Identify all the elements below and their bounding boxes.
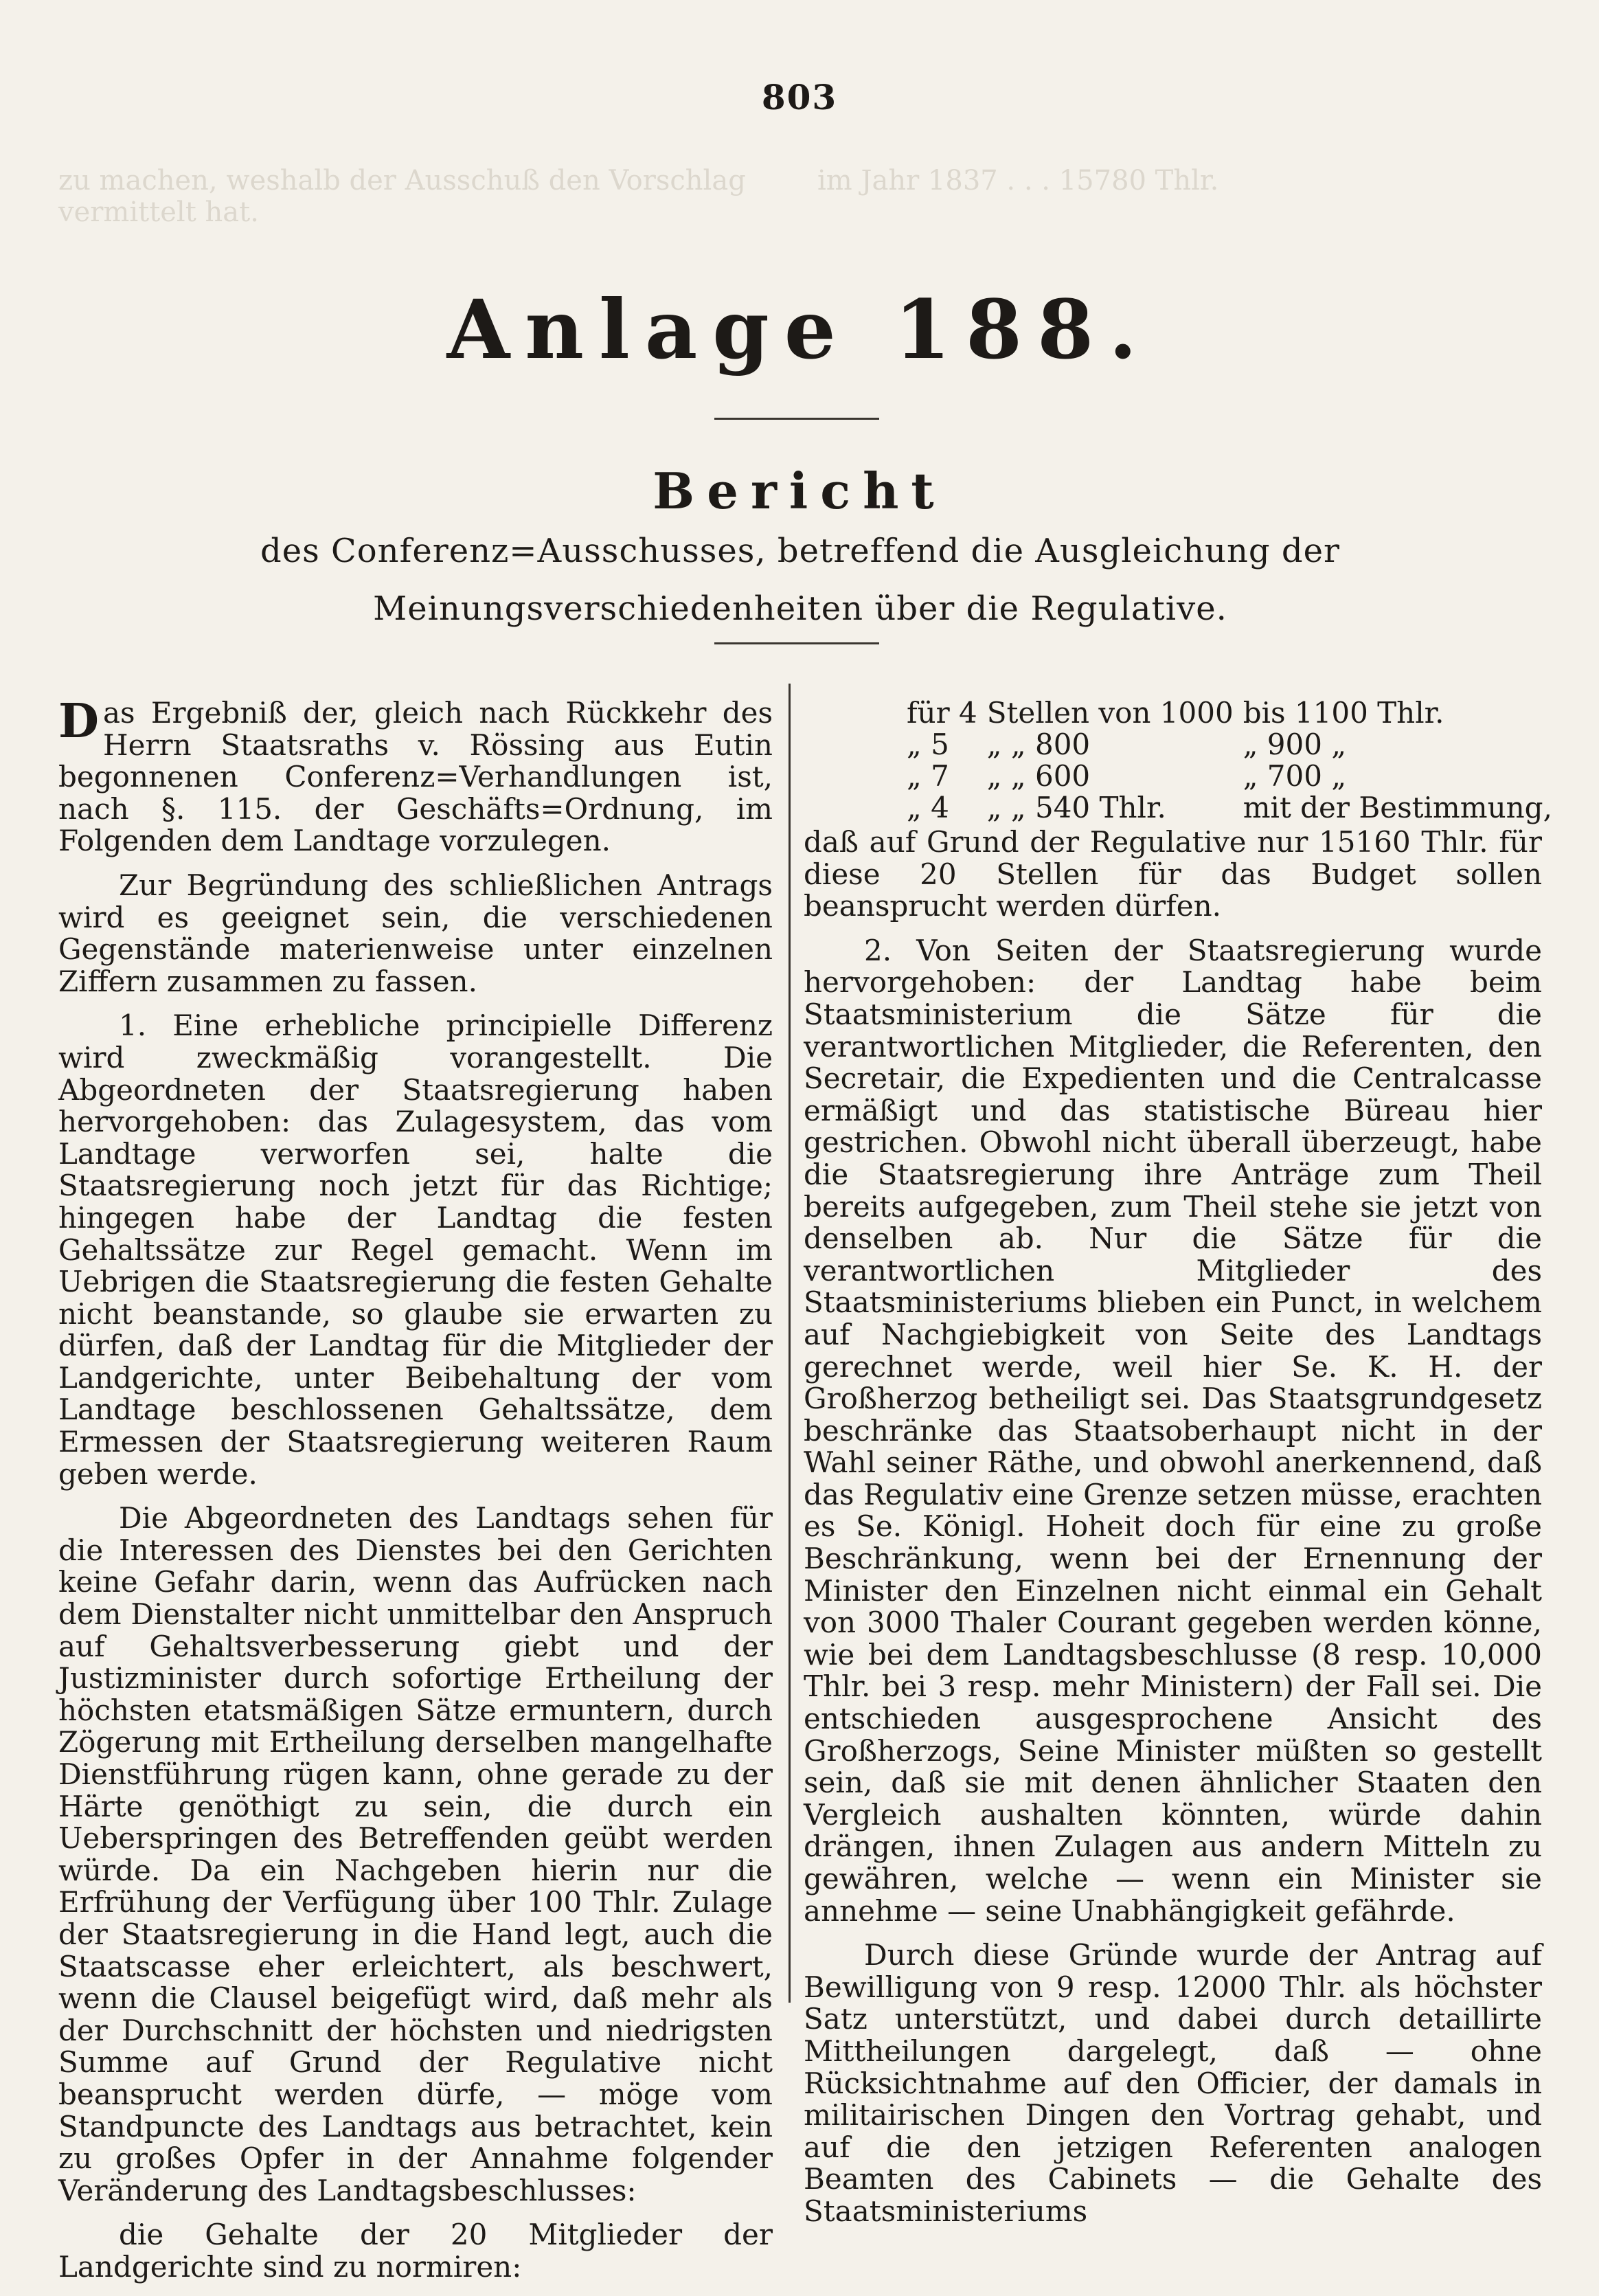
paragraph-grounds: Durch diese Gründe wurde der Antrag auf Bewilligung von 9 resp. 12000 Thlr. als höchster Satz unterstützt, und dabei durch detaillirte Mittheilungen dargelegt, daß — ohne Rücksichtnahme auf den Officier, der damals in militairischen Dingen den Vortrag gehabt, und auf die den jetzigen Referenten analogen Beamten des Cabinets — die Gehalte des Staatsministeriums (804, 1938, 1542, 2228)
table-cell: „ 4 (907, 791, 949, 824)
drop-cap: D (58, 694, 99, 749)
table-cell: „ 7 (907, 759, 949, 793)
column-divider (789, 684, 791, 2003)
left-column (58, 694, 773, 2296)
paragraph-salaries-intro: die Gehalte der 20 Mitglieder der Landgerichte sind zu normiren: (58, 2218, 773, 2284)
paragraph-delegates: Die Abgeordneten des Landtags sehen für die Interessen des Dienstes bei den Gerichten keine Gefahr darin, wenn das Aufrücken nach dem Dienstalter nicht unmittelbar den Anspruch auf Gehaltsverbesserung giebt und der Justizminister durch sofortige Ertheilung der höchsten etatsmäßigen Sätze ermuntern, durch Zögerung mit Ertheilung derselben mangelhafte Dienstführung rügen kann, ohne gerade zu der Härte genöthigt zu sein, die durch ein Ueberspringen des Betreffenden geübt werden würde. Da ein Nachgeben hierin nur die Erfrühung der Verfügung über 100 Thlr. Zulage der Staatsregierung in die Hand legt, auch die Staatscasse eher erleichtert, als beschwert, wenn die Clausel beigefügt wird, daß mehr als der Durchschnitt der höchsten und niedrigsten Summe auf Grund der Regulative nicht beansprucht werden dürfe, — möge vom Standpuncte des Landtags aus betrachtet, kein zu großes Opfer in der Annahme folgender Veränderung des Landtagsbeschlusses: (58, 1501, 773, 2207)
table-cell: mit der Bestimmung, (1243, 791, 1552, 824)
intro-paragraph (58, 694, 773, 858)
report-subheading: des Conferenz=Ausschusses, betreffend die Ausgleichung der Meinungsverschiedenheiten über die Regulative. (260, 532, 1340, 628)
table-note: daß auf Grund der Regulative nur 15160 Thlr. für diese 20 Stellen für das Budget sollen beansprucht werden dürfen. (804, 825, 1542, 923)
table-cell: „ 700 „ (1243, 759, 1347, 793)
table-cell: für 4 (907, 696, 977, 730)
table-row (907, 729, 1562, 761)
table-cell: „ „ 600 (986, 759, 1091, 793)
right-column (804, 696, 1552, 2240)
paragraph-point-1: 1. Eine erhebliche principielle Differenz wird zweckmäßig vorangestellt. Die Abgeordneten der Staatsregierung haben hervorgehoben: das Zulagesystem, das vom Landtage verworfen sei, halte die Staatsregierung noch jetzt für das Richtige; hingegen habe der Landtag die festen Gehaltssätze zur Regel gemacht. Wenn im Uebrigen die Staatsregierung die festen Gehalte nicht beanstande, so glaube sie erwarten zu dürfen, daß der Landtag für die Mitglieder der Landgerichte, unter Beibehaltung der vom Landtage beschlossenen Gehaltssätze, dem Ermessen der Staatsregierung weiteren Raum geben werde. (58, 1009, 773, 1491)
paragraph-justification: Zur Begründung des schließlichen Antrags wird es geeignet sein, die verschiedenen Gegenstände materienweise unter einzelnen Ziffern zusammen zu fassen. (58, 868, 773, 998)
table-cell: „ „ 540 Thlr. (986, 791, 1166, 824)
table-cell: bis 1100 Thlr. (1243, 696, 1444, 730)
document-title: Anlage 188. (446, 282, 1153, 377)
report-heading: Bericht (653, 462, 946, 520)
table-cell: „ „ 800 (986, 728, 1091, 761)
title-rule (714, 418, 879, 420)
salary-table (907, 697, 1562, 824)
table-row (907, 792, 1562, 824)
paragraph-point-2: 2. Von Seiten der Staatsregierung wurde hervorgehoben: der Landtag habe beim Staatsministerium die Sätze für die verantwortlichen Mitglieder, die Referenten, den Secretair, die Expedienten und die Centralcasse ermäßigt und das statistische Büreau hier gestrichen. Obwohl nicht überall überzeugt, habe die Staatsregierung ihre Anträge zum Theil bereits aufgegeben, zum Theil stehe sie jetzt von denselben ab. Nur die Sätze für die verantwortlichen Mitglieder des Staatsministeriums blieben ein Punct, in welchem auf Nachgiebigkeit von Seite des Landtags gerechnet werde, weil hier Se. K. H. der Großherzog betheiligt sei. Das Staatsgrundgesetz beschränke das Staatsoberhaupt nicht in der Wahl seiner Räthe, und obwohl anerkennend, daß das Regulativ eine Grenze setzen müsse, erachten es Se. Königl. Hoheit doch für eine zu große Beschränkung, wenn bei der Ernennung der Minister den Einzelnen nicht einmal ein Gehalt von 3000 Thaler Courant gegeben werden könne, wie bei dem Landtagsbeschlusse (8 resp. 10,000 Thlr. bei 3 resp. mehr Ministern) der Fall sei. Die entschieden ausgesprochene Ansicht des Großherzogs, Seine Minister müßten so gestellt sein, daß sie mit denen ähnlicher Staaten den Vergleich aushalten könnten, würde dahin drängen, ihnen Zulagen aus andern Mitteln zu gewähren, welche — wenn ein Minister sie annehme — seine Unabhängigkeit gefährde. (804, 933, 1542, 1928)
table-row (907, 697, 1562, 729)
subheading-rule (714, 642, 879, 644)
bleedthrough-text-right: im Jahr 1837 . . . 15780 Thlr. (817, 165, 1219, 196)
table-cell: „ 5 (907, 728, 949, 761)
table-row (907, 761, 1562, 792)
table-cell: Stellen von 1000 (986, 696, 1234, 730)
intro-text: as Ergebniß der, gleich nach Rückkehr des Herrn Staatsraths v. Rössing aus Eutin begonnenen Conferenz=Verhandlungen ist, nach §. 115. der Geschäfts=Ordnung, im Folgenden dem Landtage vorzulegen. (58, 696, 773, 858)
table-cell: „ 900 „ (1243, 728, 1347, 761)
page-number: 803 (761, 77, 838, 117)
bleedthrough-text-left: zu machen, weshalb der Ausschuß den Vorschlag vermittelt hat. (58, 165, 746, 228)
